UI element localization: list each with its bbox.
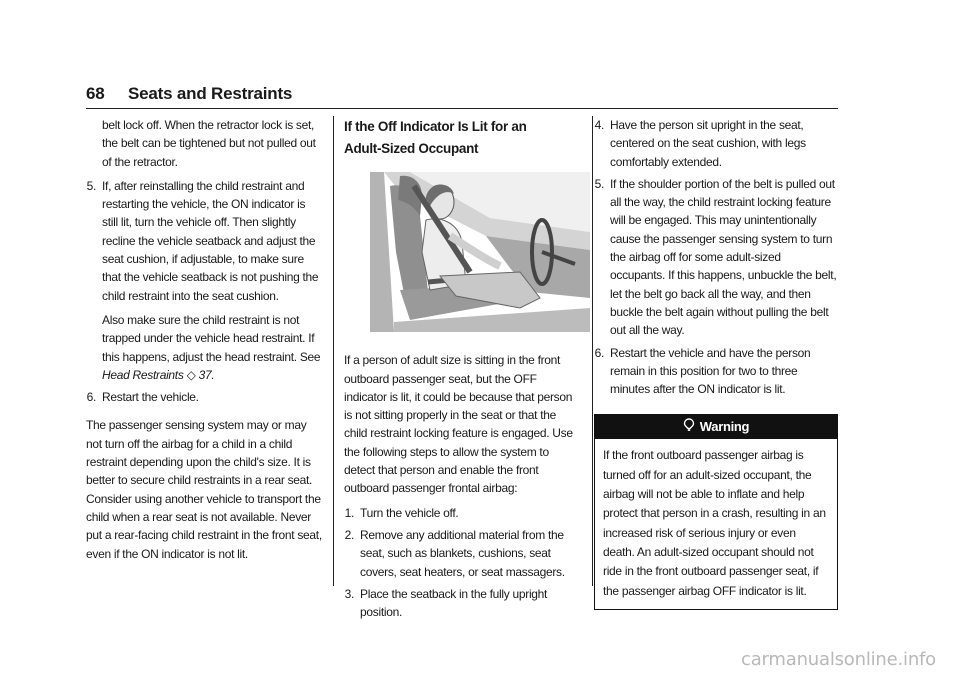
step-text: Restart the vehicle and have the person remain in this position for two to three minutes after the ON indicator is lit.: [610, 345, 811, 397]
column-2: [344, 116, 582, 625]
column-divider: [333, 116, 334, 586]
body-paragraph: If a person of adult size is sitting in the front outboard passenger seat, but the OFF indicator is lit, it could be because that person is not sitting properly in the seat or that the child restraint locking feature is engaged. Use the following steps to allow the system to detect that person and enable the front outboard passenger frontal airbag:: [344, 353, 573, 496]
page-number: 68: [86, 84, 105, 103]
section-title: Seats and Restraints: [128, 84, 293, 103]
step-number: 6.: [594, 345, 604, 360]
step-number: 5.: [86, 178, 96, 193]
step-text: Turn the vehicle off.: [360, 505, 459, 520]
step-text: Have the person sit upright in the seat, centered on the seat cushion, with legs comfortably extended.: [610, 118, 806, 169]
step-number: 3.: [344, 586, 354, 601]
section-heading-line-1: If the Off Indicator Is Lit for an: [344, 119, 527, 134]
step-text: If, after reinstalling the child restraint and restarting the vehicle, the ON indicator is still lit, turn the vehicle off. Then slightly recline the vehicle seatback and adjust the seat cushion, if adjustable, to make sure that the vehicle seatback is not pushing the child restraint into the seat cushion.: [102, 178, 319, 303]
cross-reference-link[interactable]: Head Restraints: [102, 367, 184, 382]
step-number: 5.: [594, 176, 604, 191]
cross-reference-page[interactable]: 37.: [198, 367, 215, 382]
continued-step-text: belt lock off. When the retractor lock is set, the belt can be tightened but not pulled out of the retractor.: [102, 118, 316, 169]
step-5: [594, 175, 838, 340]
warning-box: [594, 414, 838, 609]
warning-text: If the front outboard passenger airbag is turned off for an adult-sized occupant, the airbag will not be able to inflate and help protect that person in a crash, resulting in an increased risk of serious injury or even death. An adult-sized occupant should not ride in the front outboard passenger seat, if the passenger airbag OFF indicator is lit.: [603, 448, 826, 598]
step-extra-lead: Also make sure the child restraint is not trapped under the vehicle head restraint. If this happens, adjust the head restraint. See: [102, 312, 321, 364]
page-arrow-icon: ◇: [186, 367, 196, 382]
step-number: 1.: [344, 505, 354, 520]
adult-passenger-illustration: [370, 172, 590, 332]
step-text: Place the seatback in the fully upright position.: [360, 586, 548, 620]
warning-header: [595, 415, 837, 439]
column-1: [86, 116, 322, 563]
step-extra-text: [102, 311, 322, 384]
step-6: [594, 344, 838, 399]
body-paragraph: The passenger sensing system may or may not turn off the airbag for a child in a child restraint depending upon the child's size. It is better to secure child restraints in a rear seat. Consider using another vehicle to transport the child when a rear seat is not available. Never put a rear-facing child restraint in the front seat, even if the ON indicator is not lit.: [86, 418, 322, 561]
section-heading-line-2: Adult-Sized Occupant: [344, 141, 479, 156]
step-text: Restart the vehicle.: [102, 390, 199, 405]
step-number: 6.: [86, 390, 96, 405]
step-4: [594, 116, 838, 171]
warning-icon: [683, 418, 695, 437]
step-number: 2.: [344, 527, 354, 542]
step-text: Remove any additional material from the seat, such as blankets, cushions, seat covers, seat heaters, or seat massagers.: [360, 527, 565, 579]
page-header: [86, 80, 838, 109]
step-1: [344, 504, 582, 522]
step-3: [344, 585, 582, 622]
column-3: [594, 116, 838, 610]
watermark: carmanualsonline.info: [741, 649, 936, 670]
warning-title: Warning: [699, 419, 750, 435]
step-text: If the shoulder portion of the belt is pulled out all the way, the child restraint locking feature will be engaged. This may unintentionally cause the passenger sensing system to turn the airbag off for some adult-sized occupants. If this happens, unbuckle the belt, let the belt go back all the way, and then buckle the belt again without pulling the belt out all the way.: [610, 176, 837, 338]
step-number: 4.: [594, 118, 604, 132]
step-2: [344, 526, 582, 581]
step-5: [86, 177, 322, 384]
step-6: [86, 388, 322, 406]
